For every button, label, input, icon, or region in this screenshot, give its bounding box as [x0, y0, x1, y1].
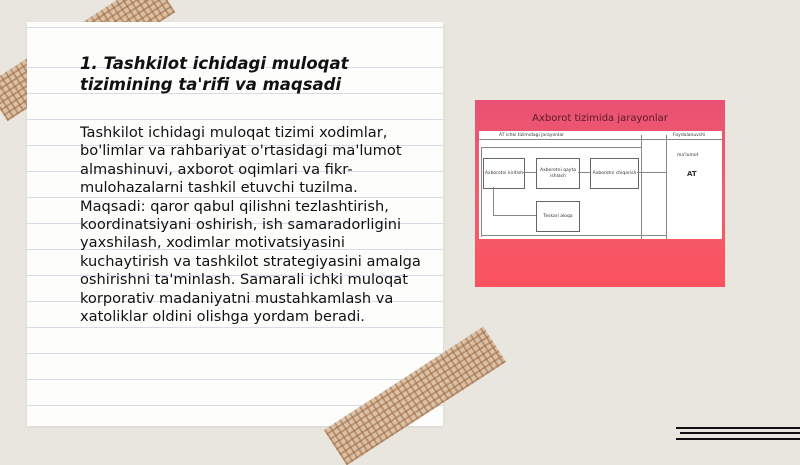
diagram-box-label: Axborotni qayta ishlash [540, 167, 576, 179]
feedback-line [481, 235, 666, 236]
slide-body-text: Tashkilot ichidagi muloqat tizimi xodimlar, bo'limlar va rahbariyat o'rtasidagi ma'lumot almashinuvi, axborot oqimlari va fikr-mulohazalarni tashkil etuvchi tuzilma. Maqsadi: qaror qabul qilishni tezlashtirish, koordinatsiyani oshirish, ish samaradorligini yaxshilash, xodimlar motivatsiyasini kuchaytirish va tashkilot strategiyasini amalga oshirishni ta'minlash. Samarali ichki muloqat korporativ madaniyatni mustahkamlash va xatoliklar oldini olishga yordam beradi. [80, 124, 421, 326]
divider-line [641, 135, 642, 239]
arrow-line [578, 172, 590, 173]
diagram-box-input [483, 158, 525, 189]
decor-rule [676, 438, 800, 440]
header-line [479, 139, 722, 140]
diagram-box-label: Teskari aloqa [543, 213, 573, 219]
feedback-line [481, 147, 482, 237]
diagram-right-code: AT [687, 170, 697, 178]
decor-rule [676, 427, 800, 429]
diagram-right-label: ma'lumot [677, 153, 699, 158]
arrow-line [523, 172, 536, 173]
diagram-header-right: Foydalanuvchi [673, 133, 706, 138]
feedback-line [493, 215, 536, 216]
slide-title: 1. Tashkilot ichidagi muloqat tizimining ta'rifi va maqsadi [80, 54, 349, 94]
feedback-line [493, 187, 494, 215]
decor-rule [680, 432, 800, 434]
diagram-box-processing [536, 158, 580, 189]
feedback-line [481, 147, 641, 148]
diagram-panel [479, 131, 722, 239]
diagram-box-label: Axborotni kiritish [484, 170, 524, 176]
diagram-header-left: AT ichki tizimidagi jarayonlar [499, 133, 564, 138]
diagram-box-feedback [536, 201, 580, 232]
arrow-line [637, 172, 666, 173]
divider-line [666, 135, 667, 239]
process-diagram-image [475, 100, 725, 287]
diagram-box-output [590, 158, 639, 189]
diagram-title: Axborot tizimida jarayonlar [532, 113, 668, 124]
diagram-box-label: Axborotni chiqarish [592, 170, 637, 176]
